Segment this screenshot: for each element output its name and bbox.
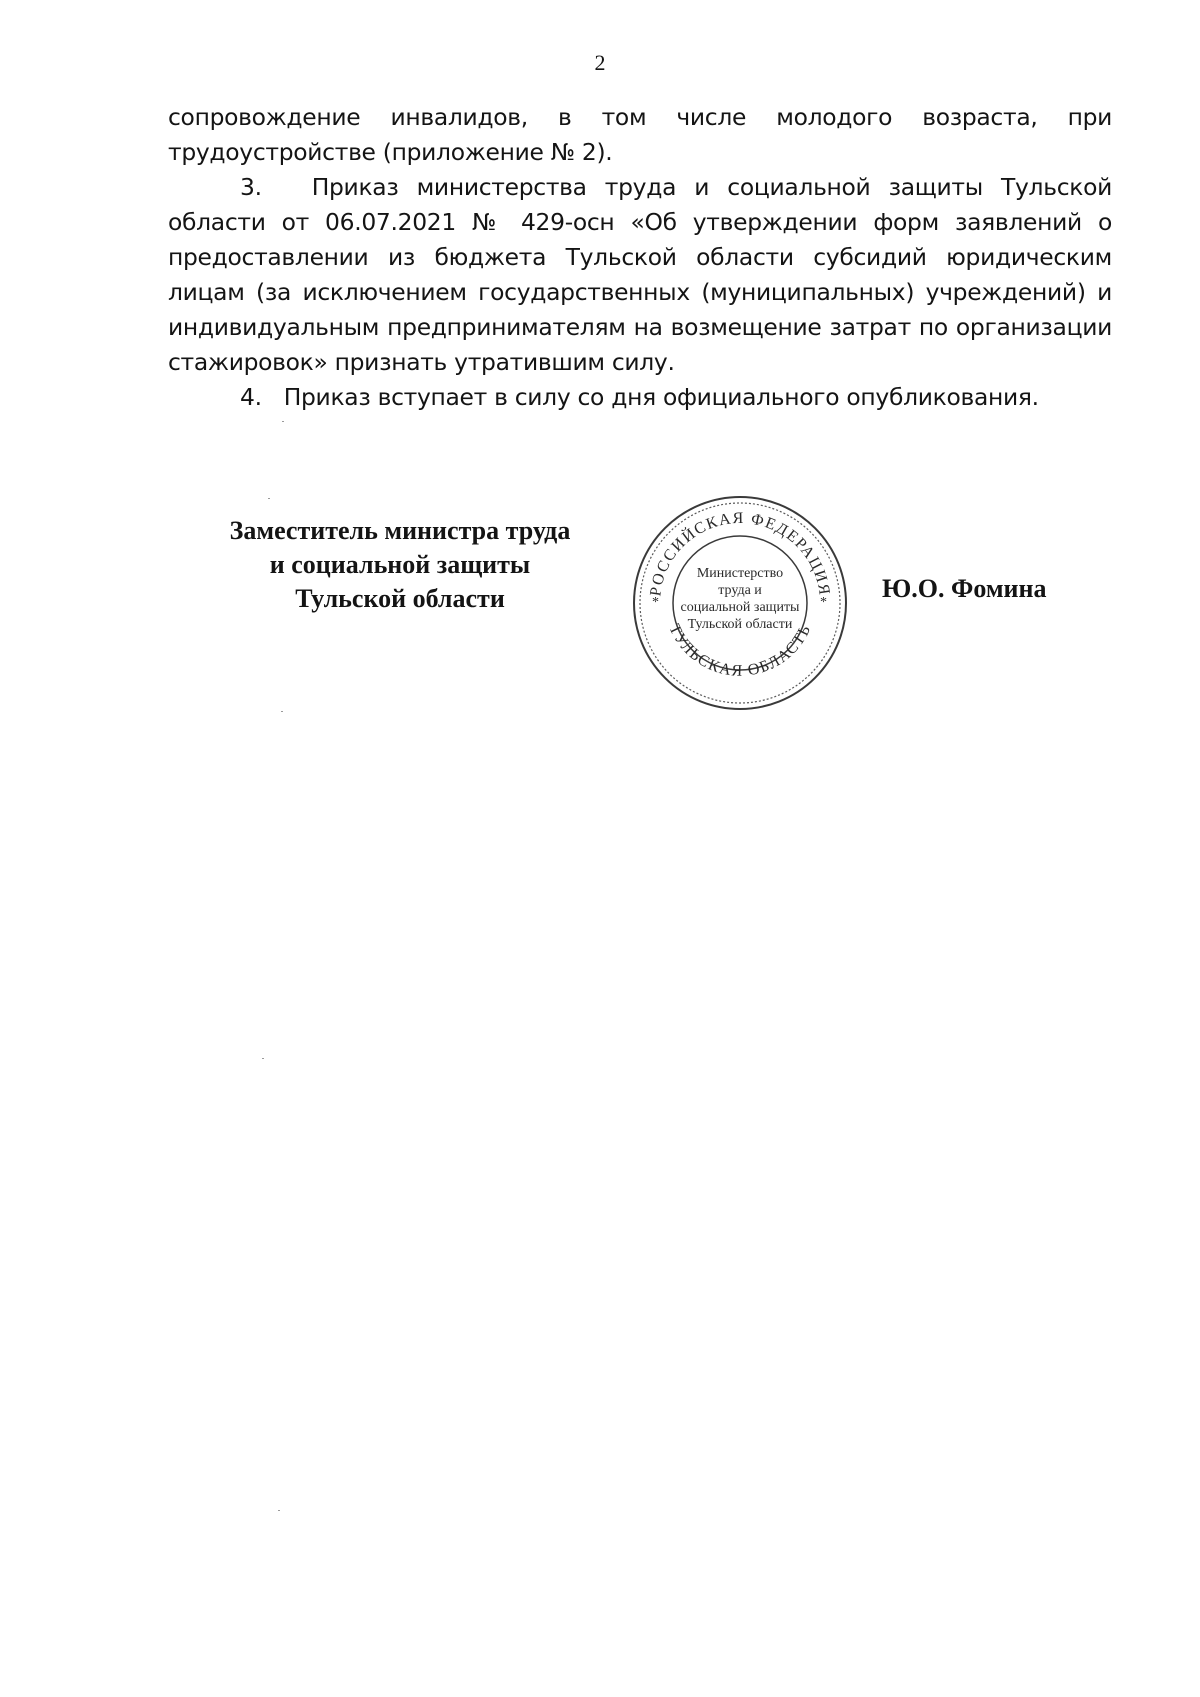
scan-speck: [281, 711, 283, 712]
position-line: и социальной защиты: [269, 550, 531, 579]
word: при: [1067, 103, 1113, 131]
scan-speck: [262, 1058, 264, 1059]
paragraph-line: трудоустройстве (приложение № 2).: [168, 138, 613, 166]
seal-center-line: социальной защиты: [680, 600, 800, 615]
seal-top-text: РОССИЙСКАЯ ФЕДЕРАЦИЯ: [647, 509, 833, 598]
paragraph-text: области от 06.07.2021 № 429-осн «Об утверждении форм заявлений о предоставлении из бюджета Тульской области субсидий юридическим лицам (за исключением государственных (муниципальных) учреждений) и индивидуальным предпринимателям на возмещение затрат по организации стажировок» признать утратившим силу.: [168, 208, 1112, 376]
scan-speck: [282, 421, 284, 422]
seal-center-line: Тульской области: [687, 617, 793, 632]
scan-speck: [268, 498, 270, 499]
seal-star-right: *: [820, 595, 827, 610]
paragraph-text: Приказ вступает в силу со дня официального опубликования.: [283, 383, 1039, 411]
document-body: [168, 100, 1112, 415]
paragraph-2-continuation: [168, 100, 1112, 170]
scan-speck: [278, 1510, 280, 1511]
position-line: Заместитель министра труда: [229, 516, 571, 545]
item-number: 3.: [240, 173, 262, 201]
word: инвалидов,: [390, 103, 528, 131]
word: молодого: [776, 103, 893, 131]
word: возраста,: [922, 103, 1038, 131]
official-seal: [630, 493, 850, 713]
seal-bottom-text: ТУЛЬСКАЯ ОБЛАСТЬ: [665, 621, 815, 680]
signatory-position: [200, 514, 600, 616]
position-line: Тульской области: [295, 584, 505, 613]
signatory-name: Ю.О. Фомина: [882, 574, 1047, 603]
seal-star-left: *: [652, 595, 659, 610]
paragraph-text: Приказ министерства труда и социальной защиты Тульской: [311, 173, 1112, 201]
word: в: [558, 103, 572, 131]
word: сопровождение: [168, 103, 361, 131]
item-number: 4.: [240, 383, 262, 411]
seal-center-line: Министерство: [696, 566, 784, 581]
page-number: 2: [594, 50, 606, 75]
paragraph-4: [168, 380, 1112, 415]
word: том: [601, 103, 647, 131]
seal-center-text: [674, 565, 806, 633]
seal-center-line: труда и: [718, 583, 762, 598]
paragraph-line: [168, 100, 1112, 135]
paragraph-3: [168, 170, 1112, 380]
word: числе: [676, 103, 747, 131]
